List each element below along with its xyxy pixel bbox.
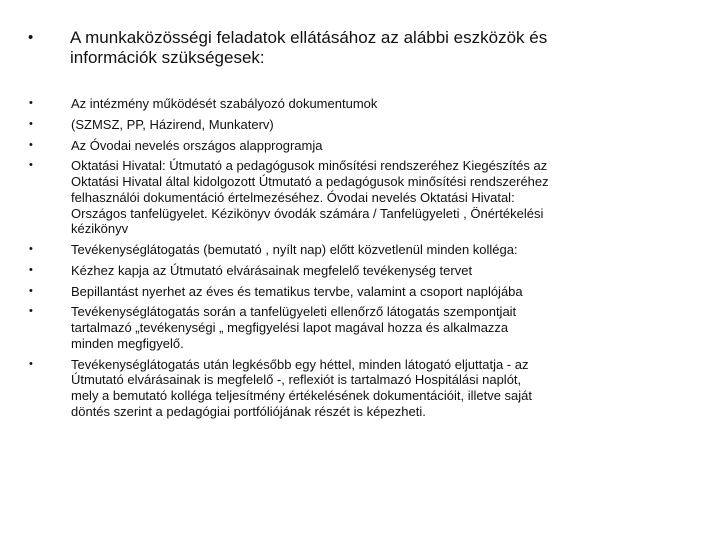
list-item-bullet: • [29,284,33,297]
list-item-text: Az Óvodai nevelés országos alapprogramja [71,137,323,153]
list-item-bullet: • [29,305,33,318]
list-item-text: Tevékenységlátogatás (bemutató , nyílt nap) előtt közvetlenül minden kolléga: [71,242,518,257]
list-item [28,263,688,279]
list-item-text: Oktatási Hivatal: Útmutató a pedagógusok minősítési rendszeréhez Kiegészítés az Oktatási Hivatal által kidolgozott Útmutató a pedagógusok minősítési rendszeréhez felhasználói dokumentáció értelmezéséhez. Óvodai nevelés Oktatási Hivatal: Országos tanfelügyelet. Kézikönyv óvodák számára / Tanfelügyeleti , Önértékelési kézikönyv [71,158,549,237]
heading-bullet: • [28,29,34,46]
list-item-text: Tevékenységlátogatás során a tanfelügyeleti ellenőrző látogatás szempontjait tartalmazó „tevékenységi „ megfigyelési lapot magával hozza és alkalmazza minden megfigyelő. [71,304,517,351]
list-item-text: Kézhez kapja az Útmutató elvárásainak megfelelő tevékenység tervet [71,262,473,278]
bullet-list [28,96,688,425]
list-item-bullet: • [29,243,33,255]
list-item [28,138,688,154]
list-item-text: Bepillantást nyerhet az éves és tematikus tervbe, valamint a csoport naplójába [71,283,523,299]
list-item-bullet: • [29,357,33,370]
list-item-bullet: • [29,97,33,109]
list-item-bullet: • [29,159,33,172]
heading-text: A munkaközösségi feladatok ellátásához az alábbi eszközök és információk szükségesek: [70,28,548,67]
list-item-bullet: • [29,263,33,276]
list-item-text: Tevékenységlátogatás után legkésőbb egy héttel, minden látogató eljuttatja - az Útmutató elvárásainak is megfelelő -, reflexiót is tartalmazó Hospitálási naplót, mely a bemutató kolléga teljesítmény értékelésének dokumentációit, illetve saját döntés szerint a pedagógiai portfóliójának részét is képezheti. [71,356,533,419]
list-item [28,158,688,237]
list-item [28,242,688,258]
list-item [28,117,688,133]
list-item [28,96,688,112]
list-item-bullet: • [29,138,33,151]
list-item [28,284,688,300]
list-item [28,357,688,420]
list-item-text: Az intézmény működését szabályozó dokumentumok [71,96,378,111]
list-item [28,304,688,351]
slide-heading [28,28,668,68]
list-item-text: (SZMSZ, PP, Házirend, Munkaterv) [71,116,274,132]
list-item-bullet: • [29,117,33,130]
